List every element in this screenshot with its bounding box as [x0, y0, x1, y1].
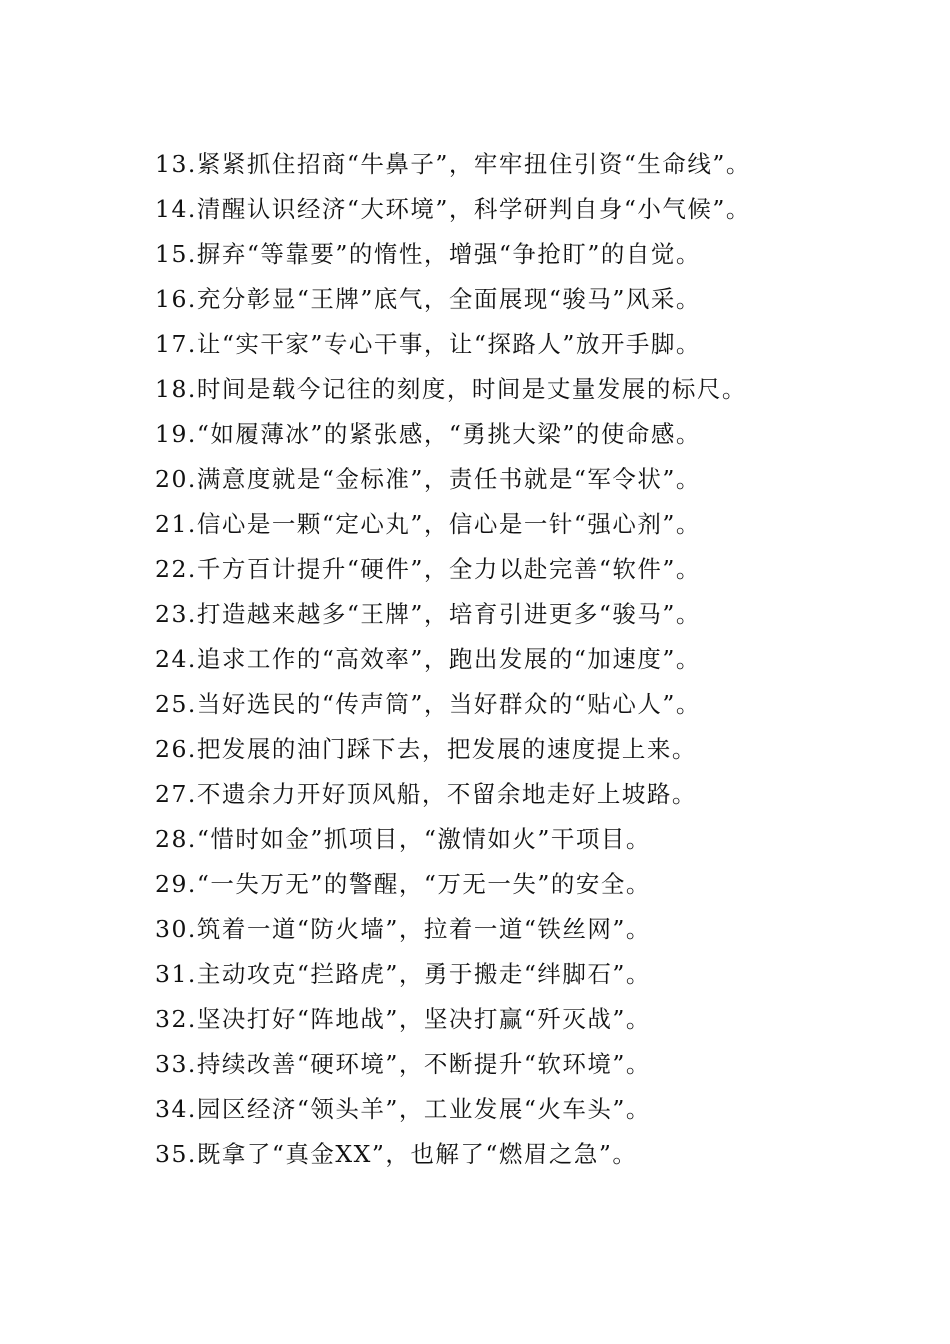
list-item: 15.摒弃“等靠要”的惰性，增强“争抢盯”的自觉。 — [155, 240, 701, 268]
list-item: 24.追求工作的“高效率”，跑出发展的“加速度”。 — [155, 645, 701, 673]
list-item: 25.当好选民的“传声筒”，当好群众的“贴心人”。 — [155, 690, 701, 718]
list-item: 32.坚决打好“阵地战”，坚决打赢“歼灭战”。 — [155, 1005, 651, 1033]
list-item: 22.千方百计提升“硬件”，全力以赴完善“软件”。 — [155, 555, 701, 583]
list-item: 14.清醒认识经济“大环境”，科学研判自身“小气候”。 — [155, 195, 751, 223]
list-item: 27.不遗余力开好顶风船，不留余地走好上坡路。 — [155, 780, 697, 808]
list-item: 13.紧紧抓住招商“牛鼻子”，牢牢扭住引资“生命线”。 — [155, 150, 751, 178]
list-item: 30.筑着一道“防火墙”，拉着一道“铁丝网”。 — [155, 915, 651, 943]
list-item: 21.信心是一颗“定心丸”，信心是一针“强心剂”。 — [155, 510, 701, 538]
list-item: 20.满意度就是“金标准”，责任书就是“军令状”。 — [155, 465, 701, 493]
list-item: 16.充分彰显“王牌”底气，全面展现“骏马”风采。 — [155, 285, 701, 313]
list-item: 19.“如履薄冰”的紧张感，“勇挑大梁”的使命感。 — [155, 420, 701, 448]
slogan-list — [155, 142, 915, 1177]
list-item: 29.“一失万无”的警醒，“万无一失”的安全。 — [155, 870, 651, 898]
list-item: 33.持续改善“硬环境”，不断提升“软环境”。 — [155, 1050, 651, 1078]
list-item: 26.把发展的油门踩下去，把发展的速度提上来。 — [155, 735, 697, 763]
list-item: 17.让“实干家”专心干事，让“探路人”放开手脚。 — [155, 330, 701, 358]
list-item: 23.打造越来越多“王牌”，培育引进更多“骏马”。 — [155, 600, 701, 628]
list-item: 34.园区经济“领头羊”，工业发展“火车头”。 — [155, 1095, 651, 1123]
list-item: 18.时间是载今记往的刻度，时间是丈量发展的标尺。 — [155, 375, 747, 403]
list-item: 31.主动攻克“拦路虎”，勇于搬走“绊脚石”。 — [155, 960, 651, 988]
list-item: 28.“惜时如金”抓项目，“激情如火”干项目。 — [155, 825, 651, 853]
list-item: 35.既拿了“真金XX”，也解了“燃眉之急”。 — [155, 1140, 638, 1168]
